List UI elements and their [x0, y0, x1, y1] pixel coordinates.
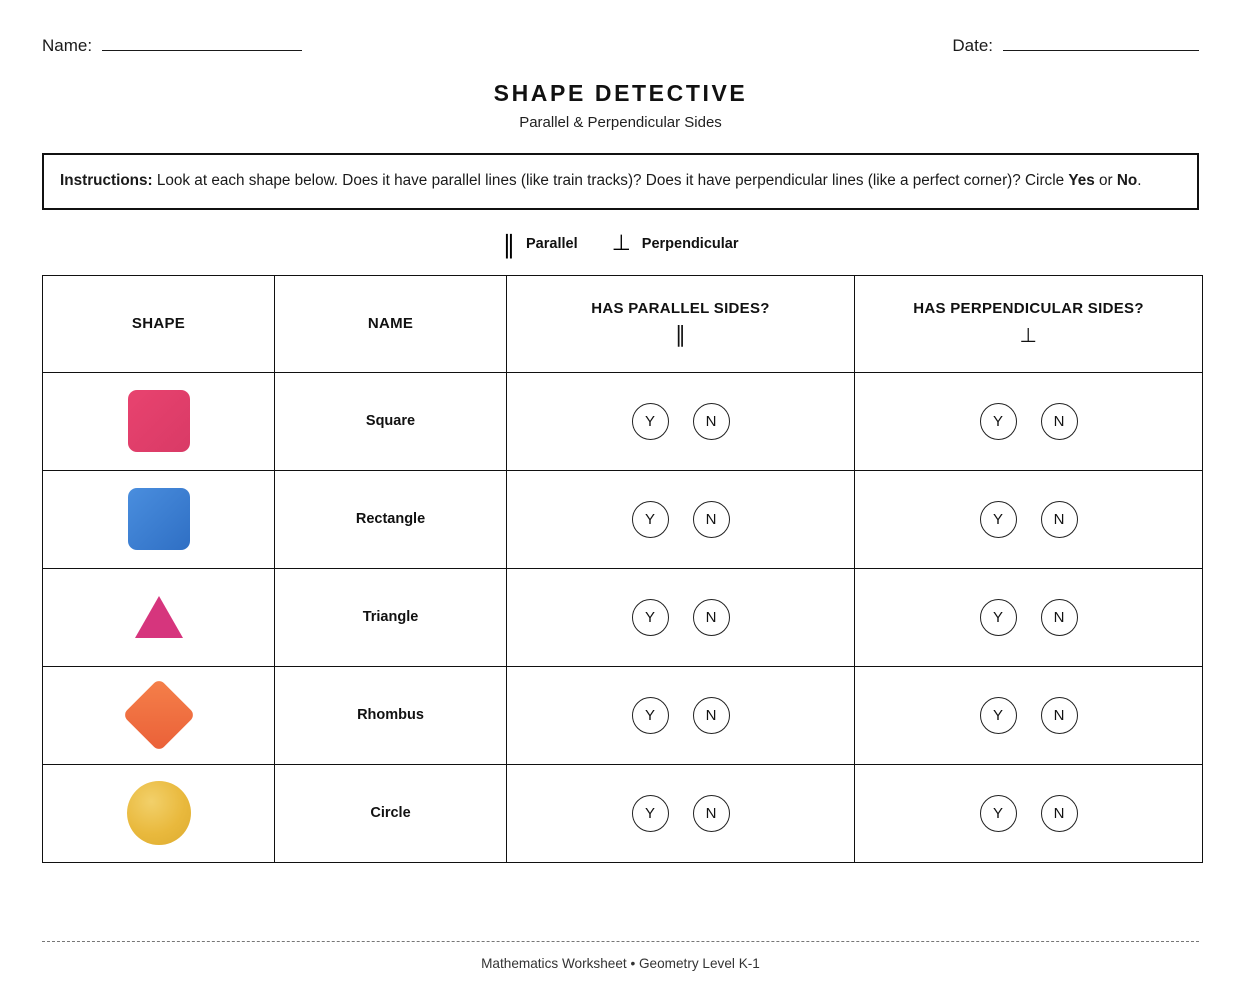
- parallel-yes-bubble[interactable]: Y: [632, 795, 669, 832]
- shape-cell: [43, 666, 275, 764]
- parallel-no-bubble[interactable]: N: [693, 501, 730, 538]
- answer-options: [856, 403, 1201, 440]
- page-title: SHAPE DETECTIVE: [493, 80, 748, 106]
- instructions-conjunction: or: [1094, 172, 1117, 189]
- rhombus-icon: [122, 678, 196, 752]
- instructions-body: Look at each shape below. Does it have parallel lines (like train tracks)? Does it have perpendicular lines (like a perfect corner)? Circle: [152, 172, 1069, 189]
- footer-divider: [42, 941, 1199, 942]
- perpendicular-no-bubble[interactable]: N: [1041, 697, 1078, 734]
- triangle-icon: [135, 596, 183, 638]
- shape-name-cell: Rhombus: [275, 666, 507, 764]
- answer-options: [508, 599, 853, 636]
- legend-label-parallel: Parallel: [526, 236, 578, 253]
- column-header-parallel-text: HAS PARALLEL SIDES?: [591, 299, 770, 317]
- answer-options: [508, 403, 853, 440]
- perpendicular-yes-bubble[interactable]: Y: [980, 795, 1017, 832]
- parallel-answer-cell: [507, 568, 855, 666]
- name-field: [42, 36, 302, 56]
- shape-name-cell: Circle: [275, 764, 507, 862]
- perpendicular-no-bubble[interactable]: N: [1041, 599, 1078, 636]
- footer-text: Mathematics Worksheet • Geometry Level K-1: [481, 956, 760, 971]
- name-write-line[interactable]: [102, 37, 302, 51]
- answer-options: [508, 697, 853, 734]
- instructions-yes: Yes: [1068, 172, 1095, 189]
- column-header-name: NAME: [275, 275, 507, 372]
- title-block: [0, 80, 1241, 131]
- parallel-yes-bubble[interactable]: Y: [632, 501, 669, 538]
- perpendicular-no-bubble[interactable]: N: [1041, 795, 1078, 832]
- answer-options: [508, 795, 853, 832]
- instructions-box: [42, 153, 1199, 210]
- shape-cell: [43, 372, 275, 470]
- parallel-yes-bubble[interactable]: Y: [632, 403, 669, 440]
- shape-cell: [43, 764, 275, 862]
- parallel-no-bubble[interactable]: N: [693, 697, 730, 734]
- perpendicular-yes-bubble[interactable]: Y: [980, 599, 1017, 636]
- date-field: [952, 36, 1199, 56]
- shape-wrap: [44, 374, 273, 469]
- answer-options: [856, 599, 1201, 636]
- table-header-row: [43, 275, 1203, 372]
- parallel-answer-cell: [507, 666, 855, 764]
- answer-options: [856, 697, 1201, 734]
- answer-options: [856, 501, 1201, 538]
- footer: [42, 941, 1199, 971]
- perpendicular-answer-cell: [855, 470, 1203, 568]
- parallel-no-bubble[interactable]: N: [693, 403, 730, 440]
- parallel-answer-cell: [507, 764, 855, 862]
- answer-options: [508, 501, 853, 538]
- legend: [0, 229, 1241, 259]
- perpendicular-icon: ⊥: [611, 231, 631, 257]
- column-header-shape: SHAPE: [43, 275, 275, 372]
- date-write-line[interactable]: [1003, 37, 1199, 51]
- table-row: [43, 568, 1203, 666]
- shape-answer-table: [42, 275, 1203, 863]
- table-row: [43, 372, 1203, 470]
- instructions-lead: Instructions:: [60, 172, 153, 189]
- column-header-parallel: [507, 275, 855, 372]
- perpendicular-answer-cell: [855, 764, 1203, 862]
- name-date-row: [0, 0, 1241, 56]
- table-row: [43, 666, 1203, 764]
- answer-options: [856, 795, 1201, 832]
- perpendicular-answer-cell: [855, 372, 1203, 470]
- instructions-period: .: [1137, 172, 1142, 189]
- column-header-perpendicular: [855, 275, 1203, 372]
- rounded-rectangle-icon: [128, 488, 190, 550]
- parallel-yes-bubble[interactable]: Y: [632, 599, 669, 636]
- name-label: Name:: [42, 36, 93, 55]
- shape-wrap: [44, 570, 273, 665]
- perpendicular-no-bubble[interactable]: N: [1041, 403, 1078, 440]
- page-subtitle: Parallel & Perpendicular Sides: [519, 114, 722, 131]
- table-row: [43, 764, 1203, 862]
- shape-wrap: [44, 766, 273, 861]
- parallel-icon: ∥: [502, 229, 516, 259]
- perpendicular-no-bubble[interactable]: N: [1041, 501, 1078, 538]
- table-row: [43, 470, 1203, 568]
- legend-item-perpendicular: [612, 233, 739, 255]
- parallel-yes-bubble[interactable]: Y: [632, 697, 669, 734]
- parallel-answer-cell: [507, 372, 855, 470]
- column-header-perpendicular-text: HAS PERPENDICULAR SIDES?: [913, 300, 1144, 318]
- shape-name-cell: Rectangle: [275, 470, 507, 568]
- legend-item-parallel: [502, 229, 578, 259]
- shape-wrap: [44, 668, 273, 763]
- shape-cell: [43, 568, 275, 666]
- legend-label-perpendicular: Perpendicular: [641, 236, 739, 253]
- perpendicular-yes-bubble[interactable]: Y: [980, 501, 1017, 538]
- perpendicular-answer-cell: [855, 666, 1203, 764]
- shape-wrap: [44, 472, 273, 567]
- perpendicular-icon: ⊥: [1019, 323, 1038, 348]
- rounded-square-icon: [128, 390, 190, 452]
- circle-icon: [127, 781, 191, 845]
- parallel-answer-cell: [507, 470, 855, 568]
- perpendicular-yes-bubble[interactable]: Y: [980, 697, 1017, 734]
- perpendicular-answer-cell: [855, 568, 1203, 666]
- date-label: Date:: [952, 36, 993, 55]
- perpendicular-yes-bubble[interactable]: Y: [980, 403, 1017, 440]
- parallel-no-bubble[interactable]: N: [693, 599, 730, 636]
- shape-cell: [43, 470, 275, 568]
- shape-name-cell: Square: [275, 372, 507, 470]
- shape-name-cell: Triangle: [275, 568, 507, 666]
- parallel-no-bubble[interactable]: N: [693, 795, 730, 832]
- parallel-icon: ∥: [674, 322, 687, 348]
- instructions-no: No: [1116, 172, 1138, 189]
